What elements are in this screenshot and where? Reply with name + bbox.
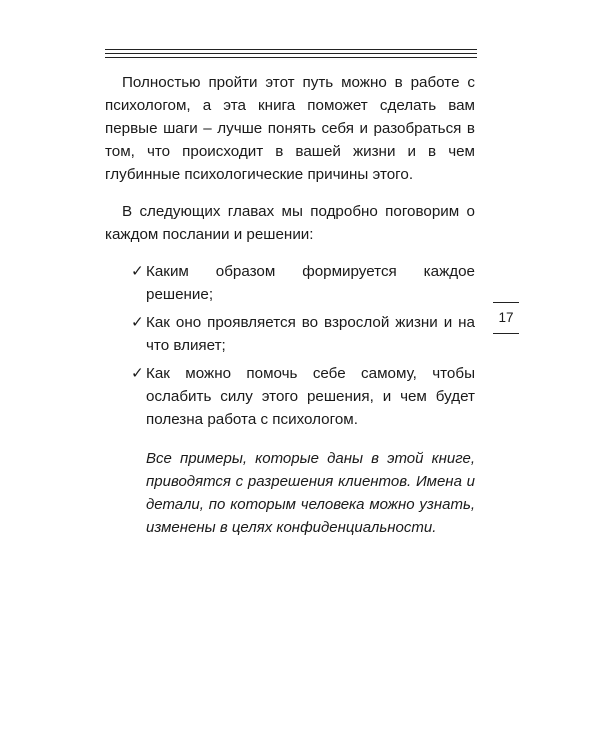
list-item-text: Каким образом формируется каждое решение; [146, 263, 475, 303]
list-item-text: Как можно помочь себе самому, чтобы ослабить силу этого решения, и чем будет полезна работа с психологом. [146, 365, 475, 428]
folio-rule-bottom [493, 333, 519, 334]
folio-rule-top [493, 302, 519, 303]
checkmark-icon: ✓ [131, 314, 144, 331]
page-number: 17 [498, 310, 514, 325]
list-item [105, 362, 475, 431]
bullet-list [105, 260, 475, 431]
checkmark-icon: ✓ [131, 365, 144, 382]
paragraph: Полностью пройти этот путь можно в работе с психологом, а эта книга поможет сделать вам первые шаги – лучше понять себя и разобраться в том, что происходит в вашей жизни и в чем глубинные психологические причины этого. [105, 74, 475, 183]
list-item [105, 311, 475, 357]
body-text [105, 71, 475, 539]
list-item-text: Как оно проявляется во взрослой жизни и на что влияет; [146, 314, 475, 354]
page-folio [493, 302, 519, 334]
list-item [105, 260, 475, 306]
checkmark-icon: ✓ [131, 263, 144, 280]
paragraph: В следующих главах мы подробно поговорим о каждом послании и решении: [105, 203, 475, 243]
italic-note: Все примеры, которые даны в этой книге, приводятся с разрешения клиентов. Имена и детали, по которым человека можно узнать, изменены в целях конфиденциальности. [146, 450, 475, 536]
